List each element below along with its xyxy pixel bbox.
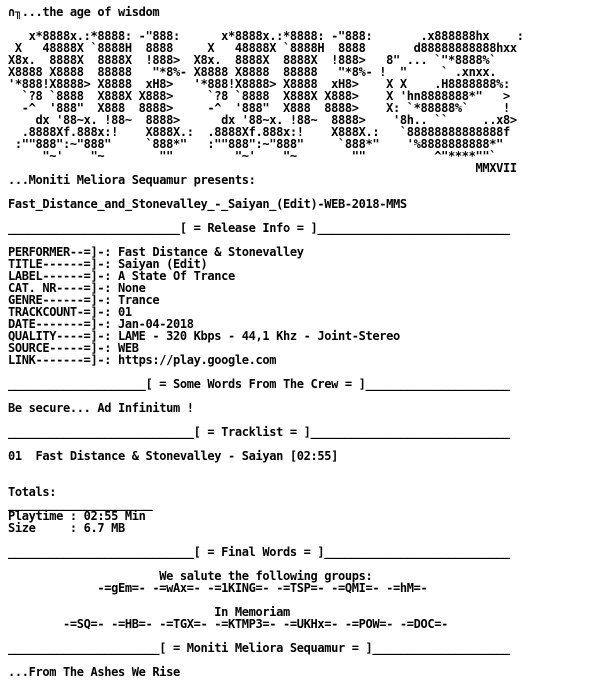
nfo-line: GENRE------=]-: Trance (8, 293, 160, 307)
nfo-line: LINK-------=]-: https://play.google.com (8, 353, 277, 367)
nfo-line: X 48888X `8888H 8888 X 48888X `8888H 8888 d88888888888hxx (8, 41, 517, 55)
nfo-line (8, 462, 524, 474)
nfo-line: '*888!X8888> X8888 xH8> '*888!X8888> X8888 xH8> X X .H8888888%: (8, 77, 510, 91)
nfo-line: LABEL------=]-: A State Of Trance (8, 269, 235, 283)
nfo-line: ...From The Ashes We Rise (8, 665, 180, 679)
nfo-text-document (8, 6, 524, 678)
nfo-line: SOURCE-----=]-: WEB (8, 341, 139, 355)
nfo-line: _________________________[ = Release Info = ]____________________________ (8, 221, 510, 235)
nfo-line: Playtime : 02:55 Min (8, 509, 146, 523)
nfo-line: dx '88~x. !88~ 8888> dx '88~x. !88~ 8888> '8h.. `` ..x8> (8, 113, 517, 127)
nfo-line: In Memoriam (8, 605, 290, 619)
nfo-line: Totals: (8, 485, 57, 499)
nfo-line: x*8888x.:*8888: -"888: x*8888x.:*8888: -"888: .x888888hx : (8, 29, 524, 43)
nfo-line (8, 474, 524, 486)
nfo-line: -=SQ=- -=HB=- -=TGX=- -=KTMP3=- -=UKHx=- -=POW=- -=DOC=- (8, 617, 448, 631)
nfo-line: ∩╖...the age of wisdom (8, 5, 160, 19)
nfo-line: Fast_Distance_and_Stonevalley_-_Saiyan_(Edit)-WEB-2018-MMS (8, 197, 407, 211)
nfo-line: .8888Xf.888x:! X888X.: .8888Xf.888x:! X888X.: `88888888888888f (8, 125, 510, 139)
nfo-line: X8888 X8888 88888 "*8%- X8888 X8888 88888 "*8%- ! " ` .xnxx. (8, 65, 497, 79)
nfo-line: ____________________[ = Some Words From The Crew = ]_____________________ (8, 377, 510, 391)
nfo-line: "~' "~ "" "~' "~ "" ^"****""` (8, 149, 497, 163)
nfo-line: We salute the following groups: (8, 569, 373, 583)
nfo-line: MMXVII (8, 161, 517, 175)
nfo-line: -^ '888" X888 8888> -^ '888" X888 8888> X: `*88888%` ! (8, 101, 510, 115)
nfo-line: ___________________________[ = Final Words = ]___________________________ (8, 545, 510, 559)
nfo-line: `?8 `8888 X888X X888> `?8 `8888 X888X X888> X 'hn8888888*" > (8, 89, 510, 103)
nfo-line: DATE-------=]-: Jan-04-2018 (8, 317, 194, 331)
nfo-line: QUALITY----=]-: LAME - 320 Kbps - 44,1 Khz - Joint-Stereo (8, 329, 400, 343)
nfo-line: TRACKCOUNT-=]-: 01 (8, 305, 132, 319)
nfo-line: CAT. NR----=]-: None (8, 281, 146, 295)
nfo-line: _____________________ (8, 497, 153, 511)
nfo-line: :""888":~"888" `888*" :""888":~"888" `888*" '%8888888888*" (8, 137, 503, 151)
nfo-line: TITLE------=]-: Saiyan (Edit) (8, 257, 208, 271)
nfo-line: ______________________[ = Moniti Meliora Sequamur = ]____________________ (8, 641, 510, 655)
nfo-line: -=gEm=- -=wAx=- -=1KING=- -=TSP=- -=QMI=- -=hM=- (8, 581, 428, 595)
nfo-line: Size : 6.7 MB (8, 521, 125, 535)
nfo-line: X8x. 8888X 8888X !888> X8x. 8888X 8888X !888> 8" ... `"*8888%` (8, 53, 497, 67)
nfo-line: ...Moniti Meliora Sequamur presents: (8, 173, 256, 187)
nfo-line: PERFORMER--=]-: Fast Distance & Stonevalley (8, 245, 304, 259)
nfo-line: Be secure... Ad Infinitum ! (8, 401, 194, 415)
nfo-line: ___________________________[ = Tracklist = ]_____________________________ (8, 425, 510, 439)
nfo-line: 01 Fast Distance & Stonevalley - Saiyan [02:55] (8, 449, 338, 463)
